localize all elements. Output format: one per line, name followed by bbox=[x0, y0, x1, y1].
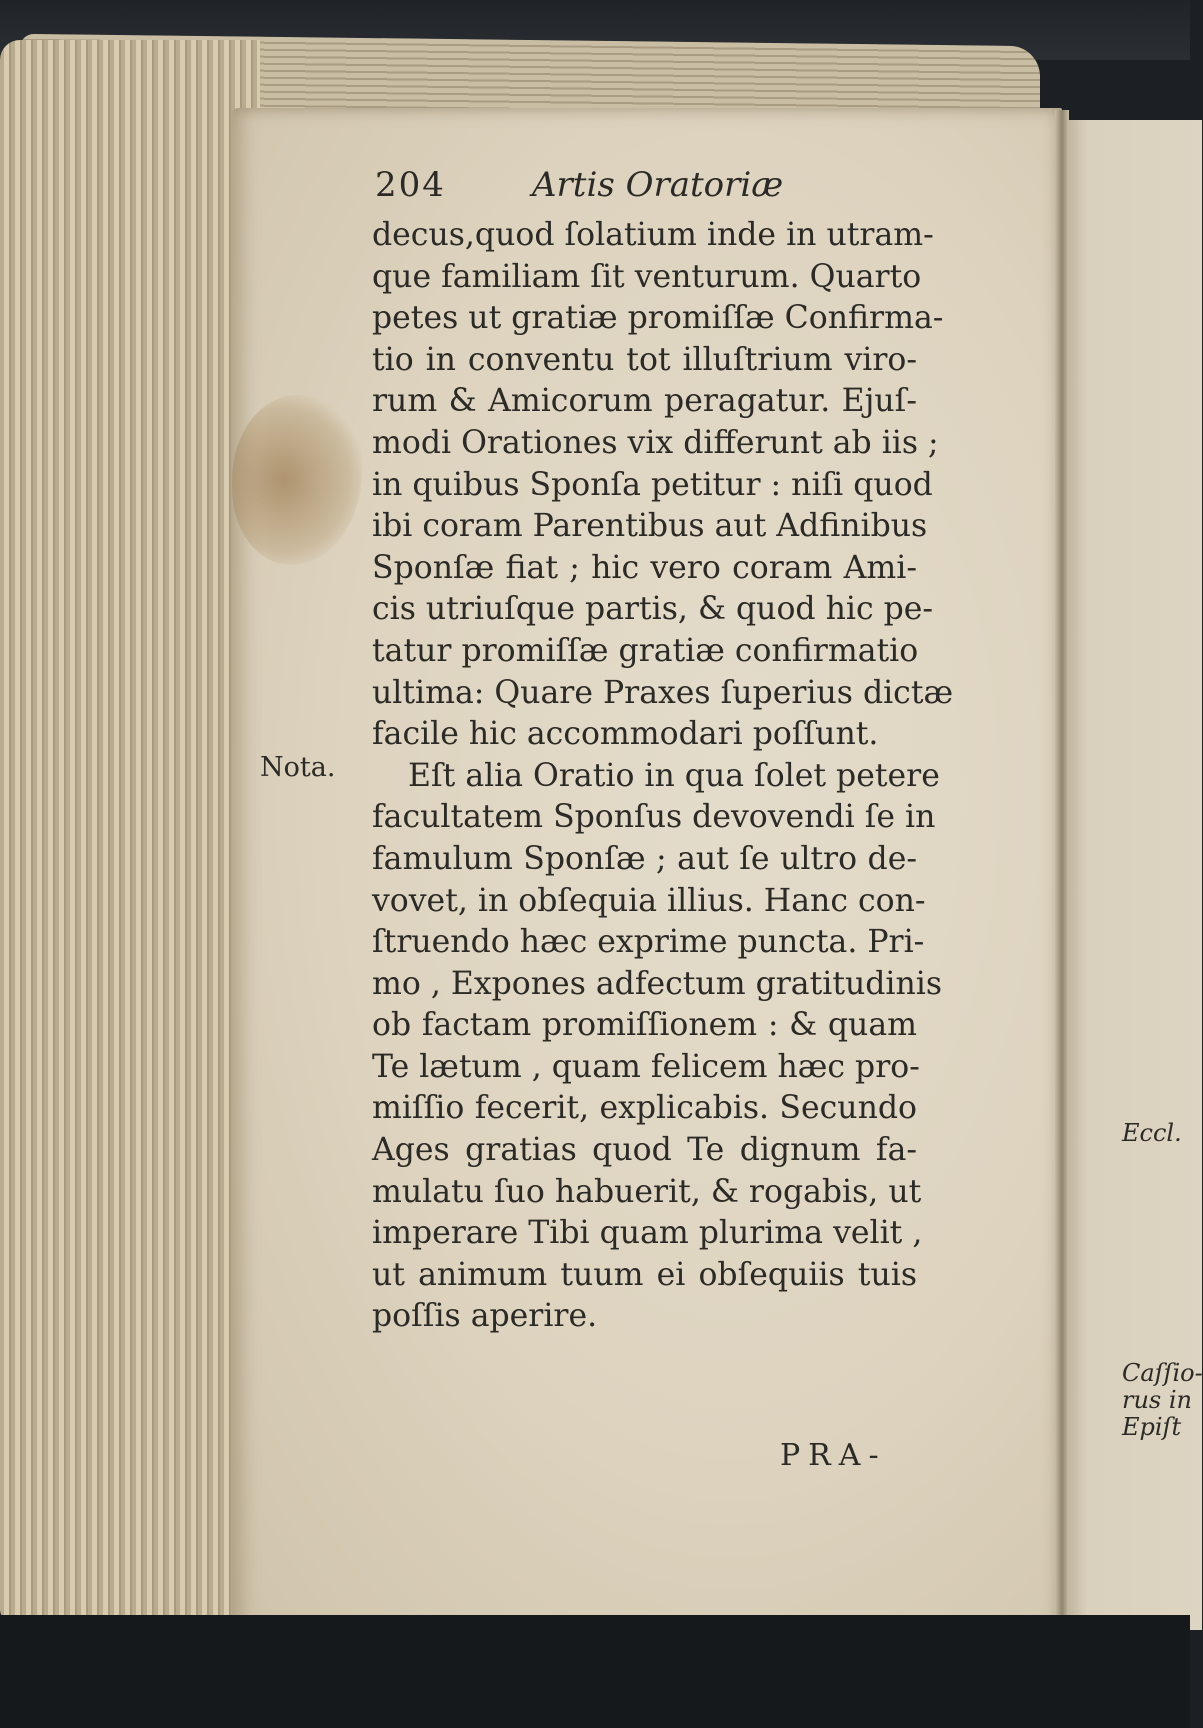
body-text bbox=[372, 215, 954, 1338]
text-line: tio in conventu tot illuſtrium viro- bbox=[372, 341, 917, 378]
text-line: facultatem Sponſus devovendi ſe in bbox=[372, 799, 936, 836]
page-stack-left-edge bbox=[0, 40, 260, 1620]
text-line: famulum Sponſæ ; aut ſe ultro de- bbox=[372, 840, 917, 877]
text-line: decus,quod ſolatium inde in utram- bbox=[372, 217, 934, 253]
page-number: 204 bbox=[375, 165, 446, 205]
text-line: vovet, in obſequia illius. Hanc con- bbox=[372, 882, 926, 919]
text-line: mulatu ſuo habuerit, & rogabis, ut bbox=[372, 1173, 922, 1210]
text-line: ultima: Quare Praxes ſuperius dictæ bbox=[372, 674, 954, 711]
catchword: PRA- bbox=[780, 1438, 887, 1473]
book-gutter bbox=[1055, 110, 1069, 1630]
text-line: Eſt alia Oratio in qua ſolet petere bbox=[408, 757, 940, 794]
scan-background-bottom bbox=[0, 1615, 1190, 1728]
text-line: modi Orationes vix differunt ab iis ; bbox=[372, 424, 939, 461]
text-line: tatur promiſſæ gratiæ confirmatio bbox=[372, 632, 919, 669]
text-line: miſſio fecerit, explicabis. Secundo bbox=[372, 1090, 917, 1127]
text-line: mo , Expones adfectum gratitudinis bbox=[372, 965, 943, 1002]
text-line: in quibus Sponſa petitur : niſi quod bbox=[372, 466, 933, 503]
text-line: rum & Amicorum peragatur. Ejuſ- bbox=[372, 383, 917, 420]
right-margin-note-line: Epiſt bbox=[1122, 1413, 1182, 1441]
text-line: cis utriuſque partis, & quod hic pe- bbox=[372, 591, 934, 628]
margin-note-nota: Nota. bbox=[260, 752, 336, 783]
text-line: ut animum tuum ei obſequiis tuis bbox=[372, 1256, 917, 1293]
running-head: Artis Oratoriæ bbox=[532, 165, 784, 205]
right-margin-note-line: Caſſio- bbox=[1122, 1359, 1203, 1387]
text-line: que familiam ſit venturum. Quarto bbox=[372, 258, 922, 295]
text-line: ibi coram Parentibus aut Adfinibus bbox=[372, 508, 928, 545]
text-line: facile hic accommodari poſſunt. bbox=[372, 716, 879, 753]
text-line: ſtruendo hæc exprime puncta. Pri- bbox=[372, 924, 925, 961]
text-line: petes ut gratiæ promiſſæ Confirma- bbox=[372, 300, 944, 337]
text-line: ob factam promiſſionem : & quam bbox=[372, 1007, 917, 1044]
right-margin-note-eccl: Eccl. bbox=[1122, 1119, 1182, 1147]
text-line: poſſis aperire. bbox=[372, 1298, 598, 1335]
text-line: imperare Tibi quam plurima velit , bbox=[372, 1215, 923, 1252]
right-margin-note-line: rus in bbox=[1122, 1386, 1193, 1414]
text-line: Ages gratias quod Te dignum fa- bbox=[372, 1132, 917, 1169]
text-line: Sponſæ fiat ; hic vero coram Ami- bbox=[372, 549, 917, 586]
text-line: Te lætum , quam felicem hæc pro- bbox=[372, 1048, 920, 1085]
